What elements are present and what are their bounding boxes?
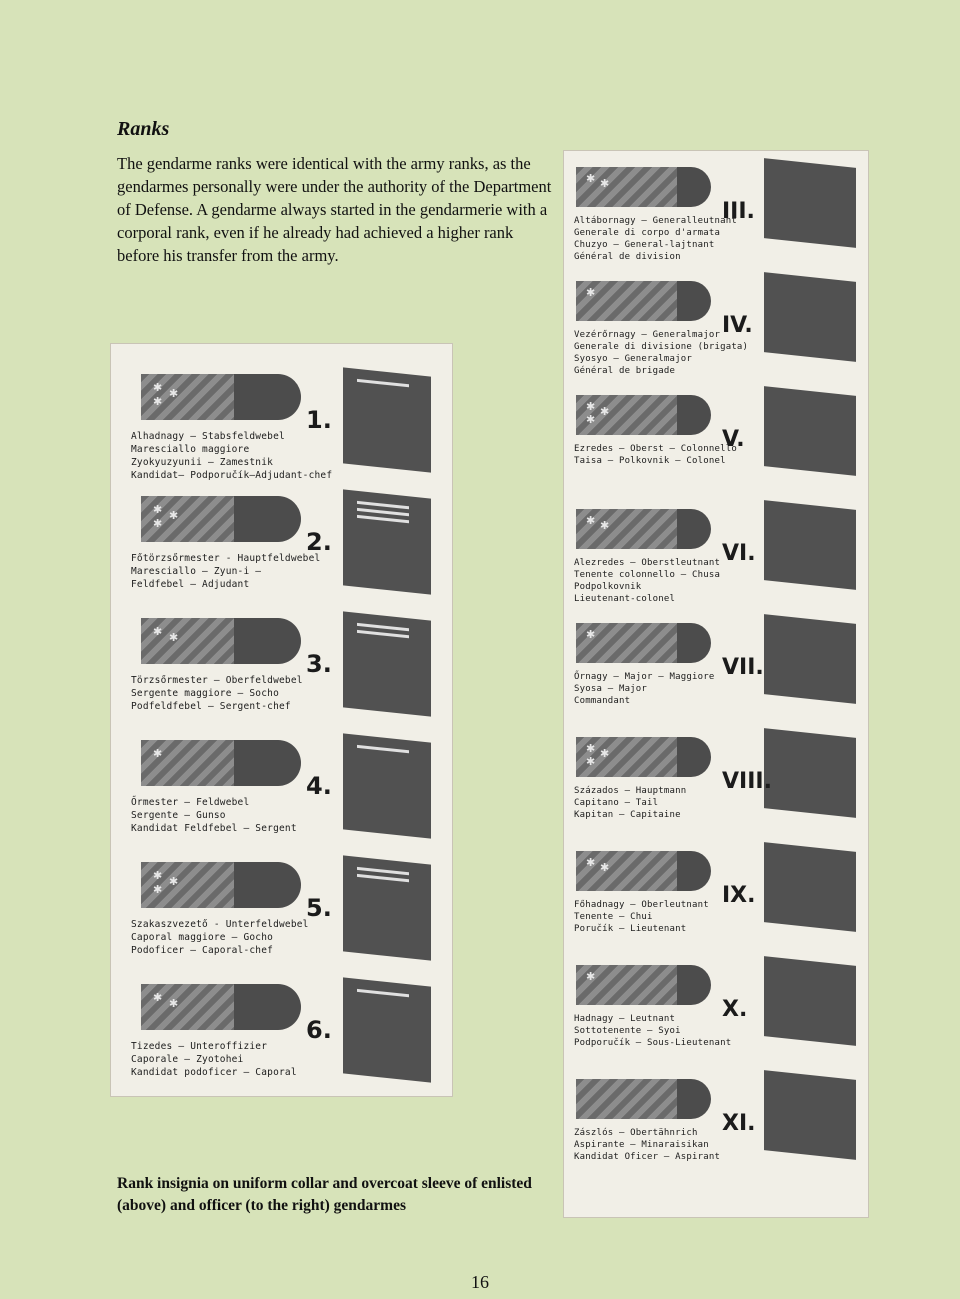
collar-patch <box>576 1079 711 1119</box>
rank-star-icon: ✱ <box>586 742 596 755</box>
rank-star-icon: ✱ <box>153 381 163 394</box>
rank-names: Őrmester — Feldwebel Sergente — Gunso Kandidat Feldfebel — Sergent <box>131 797 297 834</box>
rank-names: Őrnagy — Major — Maggiore Syosa — Major Commandant <box>574 672 715 706</box>
rank-names: Főtörzsőrmester - Hauptfeldwebel Maresciallo — Zyun-i — Feldfebel — Adjudant <box>131 553 321 590</box>
sleeve-stripe <box>357 379 409 387</box>
rank-star-icon: ✱ <box>586 856 596 869</box>
collar-patch <box>141 374 301 420</box>
rank-star-icon: ✱ <box>169 875 179 888</box>
rank-number: 1. <box>306 406 332 434</box>
officer-rank-row <box>564 1071 868 1185</box>
sleeve-cuff <box>764 158 856 248</box>
rank-star-icon: ✱ <box>586 172 596 185</box>
rank-star-icon: ✱ <box>600 861 610 874</box>
collar-patch <box>141 740 301 786</box>
rank-number: 4. <box>306 772 332 800</box>
rank-star-icon: ✱ <box>153 625 163 638</box>
rank-star-icon: ✱ <box>600 177 610 190</box>
enlisted-rank-row <box>111 732 452 854</box>
rank-star-icon: ✱ <box>153 517 163 530</box>
sleeve-stripe <box>357 630 409 638</box>
collar-patch <box>576 509 711 549</box>
sleeve-cuff <box>764 1070 856 1160</box>
sleeve-cuff <box>764 272 856 362</box>
rank-names: Szakaszvezető - Unterfeldwebel Caporal maggiore — Gocho Podoficer — Caporal-chef <box>131 919 309 956</box>
rank-star-icon: ✱ <box>169 631 179 644</box>
enlisted-rank-row <box>111 488 452 610</box>
sleeve-cuff <box>343 489 431 594</box>
officer-rank-row <box>564 387 868 501</box>
sleeve-cuff <box>343 367 431 472</box>
collar-patch <box>576 281 711 321</box>
rank-names: Hadnagy — Leutnant Sottotenente — Syoi Podporučík — Sous-Lieutenant <box>574 1014 732 1048</box>
rank-names: Tizedes — Unteroffizier Caporale — Zyotohei Kandidat podoficer — Caporal <box>131 1041 297 1078</box>
rank-names: Altábornagy — Generalleutnant Generale di corpo d'armata Chuzyo — General-lajtnant Général de division <box>574 216 737 262</box>
rank-star-icon: ✱ <box>153 883 163 896</box>
rank-names: Zászlós — Obertähnrich Aspirante — Minaraisikan Kandidat Oficer — Aspirant <box>574 1128 721 1162</box>
sleeve-stripe <box>357 745 409 753</box>
officer-rank-row <box>564 843 868 957</box>
sleeve-cuff <box>764 842 856 932</box>
officer-rank-row <box>564 615 868 729</box>
rank-star-icon: ✱ <box>169 997 179 1010</box>
rank-number: 5. <box>306 894 332 922</box>
rank-number: VI. <box>722 541 756 566</box>
rank-star-icon: ✱ <box>153 991 163 1004</box>
collar-patch <box>576 395 711 435</box>
enlisted-rank-row <box>111 854 452 976</box>
sleeve-stripe <box>357 989 409 997</box>
officer-rank-row <box>564 957 868 1071</box>
sleeve-stripe <box>357 874 409 882</box>
collar-patch <box>576 851 711 891</box>
rank-number: 2. <box>306 528 332 556</box>
rank-number: VII. <box>722 655 764 680</box>
rank-star-icon: ✱ <box>153 869 163 882</box>
rank-number: IX. <box>722 883 756 908</box>
collar-patch <box>576 623 711 663</box>
officer-rank-row <box>564 159 868 273</box>
collar-patch <box>576 167 711 207</box>
sleeve-cuff <box>343 611 431 716</box>
collar-patch <box>141 984 301 1030</box>
rank-number: VIII. <box>722 769 772 794</box>
collar-patch <box>141 862 301 908</box>
rank-star-icon: ✱ <box>586 413 596 426</box>
rank-number: XI. <box>722 1111 756 1136</box>
rank-star-icon: ✱ <box>600 519 610 532</box>
enlisted-rank-row <box>111 366 452 488</box>
sleeve-cuff <box>764 728 856 818</box>
rank-names: Alhadnagy — Stabsfeldwebel Maresciallo maggiore Zyokyuzyunii — Zamestnik Kandidat— Podporučík—Adjudant-chef <box>131 431 333 481</box>
rank-star-icon: ✱ <box>586 514 596 527</box>
rank-star-icon: ✱ <box>586 286 596 299</box>
rank-number: 3. <box>306 650 332 678</box>
rank-number: IV. <box>722 313 753 338</box>
rank-star-icon: ✱ <box>153 503 163 516</box>
sleeve-cuff <box>764 956 856 1046</box>
sleeve-cuff <box>343 977 431 1082</box>
sleeve-stripe <box>357 515 409 523</box>
rank-star-icon: ✱ <box>153 747 163 760</box>
rank-names: Alezredes — Oberstleutnant Tenente colonnello — Chusa Podpolkovnik Lieutenant-colonel <box>574 558 721 604</box>
rank-star-icon: ✱ <box>169 387 179 400</box>
sleeve-cuff <box>343 855 431 960</box>
figure-caption: Rank insignia on uniform collar and overcoat sleeve of enlisted (above) and officer (to the right) gendarmes <box>117 1175 532 1214</box>
sleeve-cuff <box>343 733 431 838</box>
officer-insignia-scan <box>563 150 869 1218</box>
rank-names: Törzsőrmester — Oberfeldwebel Sergente maggiore — Socho Podfeldfebel — Sergent-chef <box>131 675 303 712</box>
rank-number: 6. <box>306 1016 332 1044</box>
rank-names: Főhadnagy — Oberleutnant Tenente — Chui Poručík — Lieutenant <box>574 900 709 934</box>
collar-patch <box>576 737 711 777</box>
galloon-stripe <box>576 1079 677 1119</box>
page-heading: Ranks <box>117 118 170 140</box>
officer-rank-row <box>564 501 868 615</box>
rank-star-icon: ✱ <box>153 395 163 408</box>
rank-number: V. <box>722 427 745 452</box>
rank-names: Ezredes — Oberst — Colonnello Taisa — Polkovnik — Colonel <box>574 444 737 466</box>
rank-star-icon: ✱ <box>586 400 596 413</box>
rank-number: III. <box>722 199 755 224</box>
intro-paragraph: The gendarme ranks were identical with the army ranks, as the gendarmes personally were under the authority of the Department of Defense. A gendarme always started in the gendarmerie with a corporal rank, even if he already had achieved a higher rank before his transfer from the army. <box>117 154 552 265</box>
enlisted-rank-row <box>111 610 452 732</box>
rank-star-icon: ✱ <box>600 747 610 760</box>
rank-names: Százados — Hauptmann Capitano — Tail Kapitan — Capitaine <box>574 786 687 820</box>
officer-rank-row <box>564 729 868 843</box>
officer-rank-row <box>564 273 868 387</box>
rank-star-icon: ✱ <box>586 755 596 768</box>
enlisted-insignia-scan <box>110 343 453 1097</box>
enlisted-rank-row <box>111 976 452 1097</box>
rank-star-icon: ✱ <box>586 970 596 983</box>
collar-patch <box>141 496 301 542</box>
collar-patch <box>576 965 711 1005</box>
sleeve-cuff <box>764 386 856 476</box>
collar-patch <box>141 618 301 664</box>
rank-number: X. <box>722 997 748 1022</box>
rank-names: Vezérőrnagy — Generalmajor Generale di divisione (brigata) Syosyo — Generalmajor Général de brigade <box>574 330 749 376</box>
rank-star-icon: ✱ <box>586 628 596 641</box>
rank-star-icon: ✱ <box>169 509 179 522</box>
page-number: 16 <box>471 1272 489 1292</box>
sleeve-cuff <box>764 500 856 590</box>
sleeve-cuff <box>764 614 856 704</box>
rank-star-icon: ✱ <box>600 405 610 418</box>
